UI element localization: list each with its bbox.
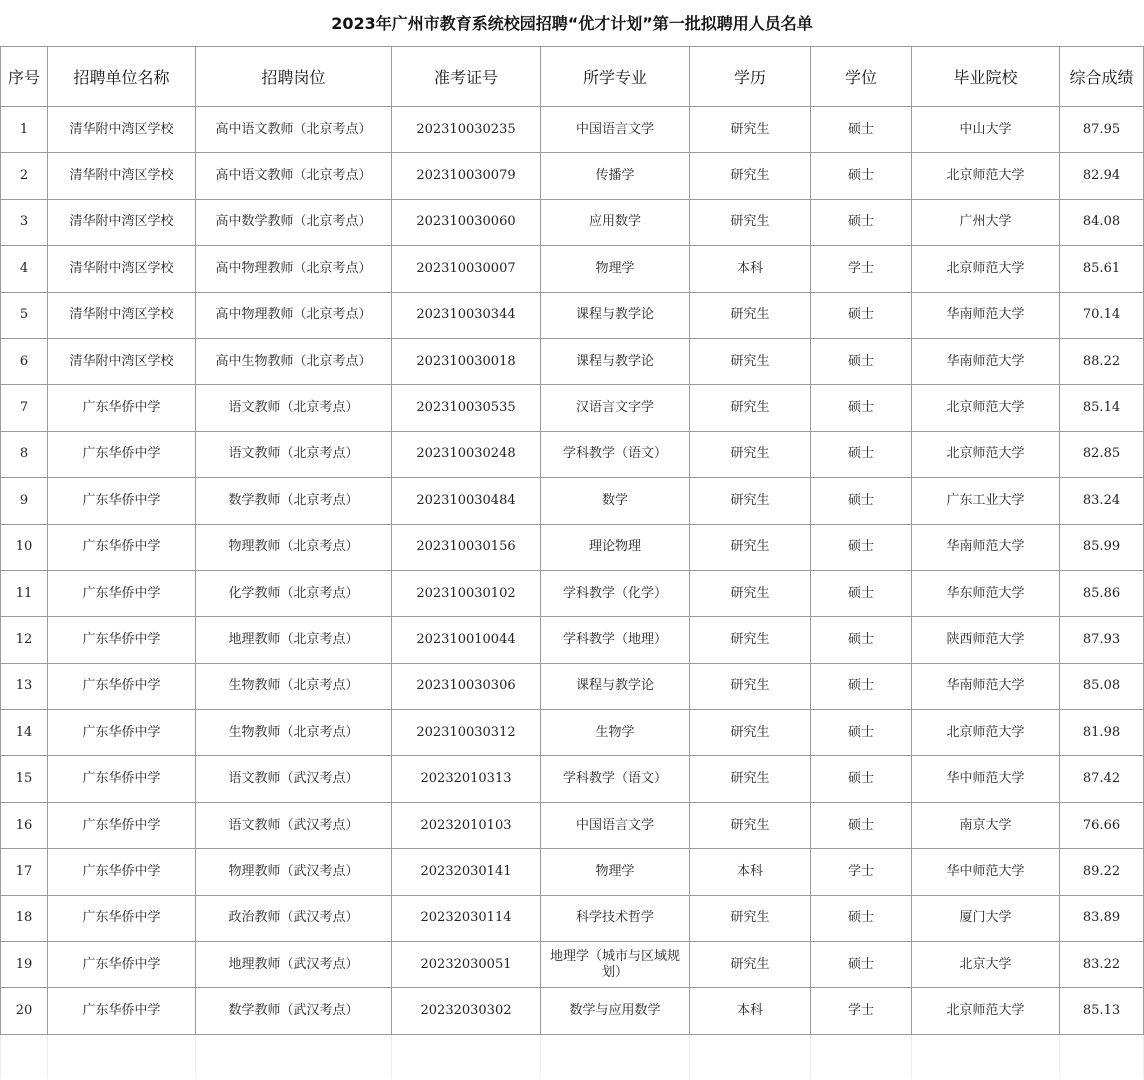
cell-score: 82.85 [1060,431,1144,477]
cell-index: 8 [1,431,48,477]
cell-index: 6 [1,338,48,384]
cell-school: 华东师范大学 [912,570,1060,616]
cell-position: 高中语文教师（北京考点） [196,153,392,199]
cell-index: 14 [1,710,48,756]
cell-score: 82.94 [1060,153,1144,199]
cell-exam-id: 202310030102 [392,570,541,616]
cell-major: 物理学 [541,849,690,895]
table-row [1,385,1144,431]
cell-position: 高中生物教师（北京考点） [196,338,392,384]
cell-index: 15 [1,756,48,802]
cell-major: 数学与应用数学 [541,988,690,1034]
cell-major: 学科教学（语文） [541,431,690,477]
header-education: 学历 [690,47,811,107]
cell-school: 厦门大学 [912,895,1060,941]
empty-cell [912,1034,1060,1079]
empty-cell [196,1034,392,1079]
cell-unit: 广东华侨中学 [48,756,196,802]
cell-education: 研究生 [690,107,811,153]
header-score: 综合成绩 [1060,47,1144,107]
cell-score: 83.22 [1060,942,1144,988]
cell-unit: 清华附中湾区学校 [48,107,196,153]
cell-school: 北京师范大学 [912,153,1060,199]
cell-position: 地理教师（北京考点） [196,617,392,663]
table-row [1,988,1144,1034]
cell-exam-id: 202310030235 [392,107,541,153]
cell-exam-id: 20232010103 [392,802,541,848]
cell-degree: 硕士 [811,153,912,199]
cell-score: 85.14 [1060,385,1144,431]
cell-major: 生物学 [541,710,690,756]
cell-school: 华南师范大学 [912,338,1060,384]
cell-exam-id: 202310030344 [392,292,541,338]
cell-school: 北京师范大学 [912,385,1060,431]
table-row [1,478,1144,524]
cell-major: 学科教学（语文） [541,756,690,802]
cell-position: 数学教师（北京考点） [196,478,392,524]
cell-score: 87.93 [1060,617,1144,663]
table-row [1,663,1144,709]
empty-row [1,1034,1144,1079]
cell-exam-id: 20232030302 [392,988,541,1034]
cell-position: 生物教师（北京考点） [196,710,392,756]
table-row [1,153,1144,199]
cell-index: 7 [1,385,48,431]
cell-degree: 硕士 [811,478,912,524]
table-row [1,895,1144,941]
cell-position: 物理教师（武汉考点） [196,849,392,895]
cell-exam-id: 202310030535 [392,385,541,431]
header-school: 毕业院校 [912,47,1060,107]
cell-exam-id: 20232030051 [392,942,541,988]
cell-position: 数学教师（武汉考点） [196,988,392,1034]
cell-degree: 硕士 [811,895,912,941]
cell-major: 学科教学（地理） [541,617,690,663]
cell-score: 89.22 [1060,849,1144,895]
cell-exam-id: 202310030156 [392,524,541,570]
cell-score: 85.61 [1060,246,1144,292]
cell-score: 83.24 [1060,478,1144,524]
cell-unit: 广东华侨中学 [48,988,196,1034]
cell-unit: 广东华侨中学 [48,431,196,477]
cell-score: 76.66 [1060,802,1144,848]
cell-education: 研究生 [690,338,811,384]
cell-degree: 硕士 [811,663,912,709]
cell-education: 研究生 [690,431,811,477]
cell-education: 研究生 [690,617,811,663]
table-row [1,942,1144,988]
cell-position: 生物教师（北京考点） [196,663,392,709]
empty-cell [1060,1034,1144,1079]
cell-score: 83.89 [1060,895,1144,941]
cell-index: 16 [1,802,48,848]
cell-position: 高中物理教师（北京考点） [196,292,392,338]
cell-education: 研究生 [690,385,811,431]
cell-school: 中山大学 [912,107,1060,153]
cell-unit: 广东华侨中学 [48,849,196,895]
cell-major: 数学 [541,478,690,524]
cell-education: 研究生 [690,895,811,941]
cell-education: 研究生 [690,802,811,848]
cell-score: 81.98 [1060,710,1144,756]
cell-exam-id: 202310010044 [392,617,541,663]
cell-position: 高中物理教师（北京考点） [196,246,392,292]
cell-degree: 学士 [811,988,912,1034]
cell-degree: 硕士 [811,942,912,988]
cell-index: 10 [1,524,48,570]
cell-unit: 广东华侨中学 [48,710,196,756]
cell-unit: 广东华侨中学 [48,802,196,848]
cell-major: 中国语言文学 [541,802,690,848]
cell-index: 4 [1,246,48,292]
cell-major: 中国语言文学 [541,107,690,153]
cell-unit: 广东华侨中学 [48,663,196,709]
cell-unit: 广东华侨中学 [48,478,196,524]
cell-score: 88.22 [1060,338,1144,384]
cell-major: 课程与教学论 [541,338,690,384]
table-row [1,570,1144,616]
cell-position: 高中语文教师（北京考点） [196,107,392,153]
table-row [1,107,1144,153]
cell-major: 课程与教学论 [541,663,690,709]
cell-education: 研究生 [690,199,811,245]
cell-index: 13 [1,663,48,709]
header-exam-id: 准考证号 [392,47,541,107]
cell-degree: 硕士 [811,431,912,477]
empty-cell [811,1034,912,1079]
cell-education: 研究生 [690,153,811,199]
cell-school: 陕西师范大学 [912,617,1060,663]
cell-index: 20 [1,988,48,1034]
cell-index: 5 [1,292,48,338]
cell-major: 理论物理 [541,524,690,570]
table-body [1,107,1144,1079]
cell-exam-id: 20232010313 [392,756,541,802]
cell-position: 语文教师（北京考点） [196,385,392,431]
cell-unit: 清华附中湾区学校 [48,292,196,338]
cell-exam-id: 202310030306 [392,663,541,709]
cell-score: 85.08 [1060,663,1144,709]
empty-cell [48,1034,196,1079]
cell-degree: 硕士 [811,570,912,616]
cell-degree: 硕士 [811,107,912,153]
cell-education: 研究生 [690,756,811,802]
cell-school: 广东工业大学 [912,478,1060,524]
table-row [1,431,1144,477]
cell-school: 华中师范大学 [912,849,1060,895]
table-row [1,292,1144,338]
cell-index: 19 [1,942,48,988]
table-row [1,524,1144,570]
cell-major: 地理学（城市与区域规划） [541,942,690,988]
cell-degree: 硕士 [811,756,912,802]
cell-degree: 硕士 [811,338,912,384]
cell-education: 研究生 [690,570,811,616]
cell-education: 研究生 [690,524,811,570]
cell-score: 70.14 [1060,292,1144,338]
cell-degree: 硕士 [811,524,912,570]
cell-unit: 广东华侨中学 [48,942,196,988]
cell-degree: 硕士 [811,199,912,245]
cell-score: 85.86 [1060,570,1144,616]
cell-position: 语文教师（北京考点） [196,431,392,477]
cell-major: 学科教学（化学） [541,570,690,616]
cell-degree: 硕士 [811,292,912,338]
table-row [1,710,1144,756]
cell-school: 北京师范大学 [912,431,1060,477]
table-row [1,246,1144,292]
cell-index: 9 [1,478,48,524]
cell-school: 北京大学 [912,942,1060,988]
cell-exam-id: 202310030312 [392,710,541,756]
cell-degree: 硕士 [811,385,912,431]
cell-school: 华南师范大学 [912,524,1060,570]
cell-position: 化学教师（北京考点） [196,570,392,616]
cell-exam-id: 202310030484 [392,478,541,524]
cell-school: 北京师范大学 [912,988,1060,1034]
cell-education: 研究生 [690,292,811,338]
cell-index: 1 [1,107,48,153]
cell-exam-id: 202310030018 [392,338,541,384]
cell-major: 课程与教学论 [541,292,690,338]
cell-index: 17 [1,849,48,895]
cell-index: 11 [1,570,48,616]
cell-unit: 广东华侨中学 [48,617,196,663]
cell-index: 2 [1,153,48,199]
cell-education: 本科 [690,849,811,895]
cell-degree: 硕士 [811,617,912,663]
cell-major: 应用数学 [541,199,690,245]
cell-education: 研究生 [690,663,811,709]
cell-education: 研究生 [690,710,811,756]
cell-unit: 清华附中湾区学校 [48,338,196,384]
cell-position: 语文教师（武汉考点） [196,756,392,802]
cell-school: 华南师范大学 [912,663,1060,709]
empty-cell [392,1034,541,1079]
header-position: 招聘岗位 [196,47,392,107]
cell-score: 85.13 [1060,988,1144,1034]
cell-unit: 清华附中湾区学校 [48,199,196,245]
cell-degree: 学士 [811,246,912,292]
cell-education: 本科 [690,246,811,292]
cell-position: 物理教师（北京考点） [196,524,392,570]
cell-education: 研究生 [690,942,811,988]
cell-index: 18 [1,895,48,941]
cell-unit: 广东华侨中学 [48,570,196,616]
cell-index: 3 [1,199,48,245]
table-row [1,802,1144,848]
table-row [1,199,1144,245]
cell-exam-id: 202310030007 [392,246,541,292]
cell-major: 科学技术哲学 [541,895,690,941]
cell-exam-id: 202310030079 [392,153,541,199]
cell-school: 广州大学 [912,199,1060,245]
cell-school: 南京大学 [912,802,1060,848]
table-row [1,756,1144,802]
cell-score: 87.42 [1060,756,1144,802]
cell-school: 华南师范大学 [912,292,1060,338]
cell-education: 本科 [690,988,811,1034]
cell-school: 华中师范大学 [912,756,1060,802]
cell-position: 高中数学教师（北京考点） [196,199,392,245]
table-row [1,338,1144,384]
cell-major: 传播学 [541,153,690,199]
empty-cell [1,1034,48,1079]
cell-exam-id: 20232030114 [392,895,541,941]
header-major: 所学专业 [541,47,690,107]
cell-exam-id: 202310030060 [392,199,541,245]
cell-unit: 广东华侨中学 [48,385,196,431]
header-index: 序号 [1,47,48,107]
table-row [1,849,1144,895]
document-title: 2023年广州市教育系统校园招聘“优才计划”第一批拟聘用人员名单 [331,14,813,33]
cell-degree: 学士 [811,849,912,895]
cell-position: 地理教师（武汉考点） [196,942,392,988]
cell-unit: 广东华侨中学 [48,524,196,570]
cell-education: 研究生 [690,478,811,524]
cell-exam-id: 20232030141 [392,849,541,895]
cell-exam-id: 202310030248 [392,431,541,477]
cell-unit: 清华附中湾区学校 [48,153,196,199]
table-row [1,617,1144,663]
cell-unit: 广东华侨中学 [48,895,196,941]
table-header-row [1,47,1144,107]
header-unit: 招聘单位名称 [48,47,196,107]
cell-score: 87.95 [1060,107,1144,153]
cell-score: 84.08 [1060,199,1144,245]
cell-index: 12 [1,617,48,663]
empty-cell [690,1034,811,1079]
cell-school: 北京师范大学 [912,710,1060,756]
header-degree: 学位 [811,47,912,107]
cell-major: 汉语言文字学 [541,385,690,431]
cell-score: 85.99 [1060,524,1144,570]
cell-unit: 清华附中湾区学校 [48,246,196,292]
empty-cell [541,1034,690,1079]
cell-school: 北京师范大学 [912,246,1060,292]
cell-major: 物理学 [541,246,690,292]
cell-degree: 硕士 [811,802,912,848]
cell-position: 政治教师（武汉考点） [196,895,392,941]
recruitment-table [0,46,1144,1079]
cell-degree: 硕士 [811,710,912,756]
cell-position: 语文教师（武汉考点） [196,802,392,848]
